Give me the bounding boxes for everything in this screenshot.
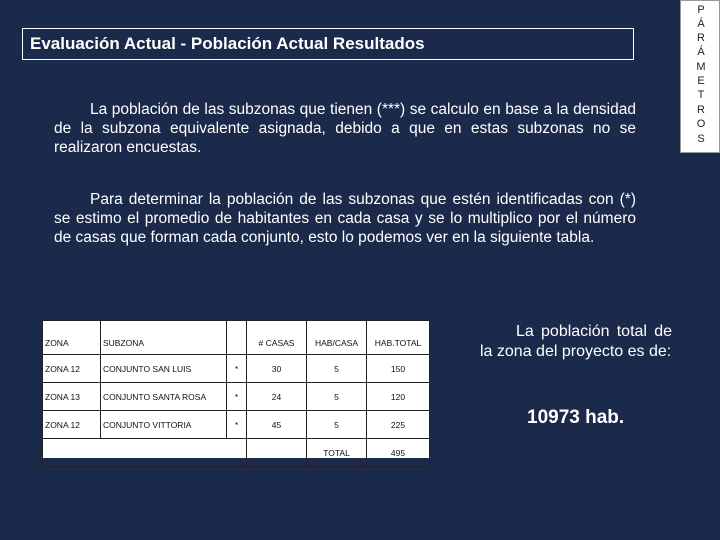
- side-letter: Á: [697, 46, 705, 58]
- summary-text: La población total de la zona del proyecto es de:: [480, 323, 672, 360]
- cell-subzona: CONJUNTO VITTORIA: [101, 411, 227, 439]
- cell-mark: *: [227, 383, 247, 411]
- summary-total: 10973 hab.: [527, 407, 625, 428]
- cell-hab-casa: 5: [307, 383, 367, 411]
- cell-casas: 45: [247, 411, 307, 439]
- cell-empty: [43, 439, 247, 467]
- cell-empty: [247, 439, 307, 467]
- header-hab-casa: HAB/CASA: [307, 321, 367, 355]
- table-row: [43, 383, 430, 411]
- table-row: [43, 411, 430, 439]
- cell-mark: *: [227, 355, 247, 383]
- side-letter: S: [697, 133, 705, 145]
- paragraph-density: La población de las subzonas que tienen (***) se calculo en base a la densidad de la subzona equivalente asignada, debido a que en estas subzonas no se realizaron encuestas.: [54, 101, 636, 156]
- header-casas: # CASAS: [247, 321, 307, 355]
- side-letter: O: [696, 118, 706, 130]
- cell-hab-total: 225: [367, 411, 430, 439]
- cell-subzona: CONJUNTO SANTA ROSA: [101, 383, 227, 411]
- header-zona: ZONA: [43, 321, 101, 355]
- header-hab-total: HAB.TOTAL: [367, 321, 430, 355]
- cell-zona: ZONA 12: [43, 411, 101, 439]
- header-mark: [227, 321, 247, 355]
- cell-casas: 30: [247, 355, 307, 383]
- cell-hab-casa: 5: [307, 355, 367, 383]
- total-value-cell: 495: [367, 439, 430, 467]
- cell-subzona: CONJUNTO SAN LUIS: [101, 355, 227, 383]
- cell-zona: ZONA 13: [43, 383, 101, 411]
- table-row: [43, 355, 430, 383]
- side-letter: T: [697, 89, 705, 101]
- table-total-row: [43, 439, 430, 467]
- population-table: [42, 320, 429, 458]
- side-label-panel: [680, 0, 720, 153]
- cell-zona: ZONA 12: [43, 355, 101, 383]
- total-label: TOTAL: [307, 439, 367, 467]
- side-letter: R: [697, 32, 705, 44]
- cell-mark: *: [227, 411, 247, 439]
- side-letter: M: [696, 61, 706, 73]
- paragraph-method: Para determinar la población de las subzonas que estén identificadas con (*) se estimo el promedio de habitantes en cada casa y se lo multiplico por el número de casas que forman cada conjunto, esto lo podemos ver en la siguiente tabla.: [54, 191, 636, 246]
- cell-hab-total: 120: [367, 383, 430, 411]
- page-title: Evaluación Actual - Población Actual Resultados: [30, 34, 425, 53]
- side-letter: R: [697, 104, 705, 116]
- side-letter: P: [697, 4, 705, 16]
- header-subzona: SUBZONA: [101, 321, 227, 355]
- side-letter: Á: [697, 18, 705, 30]
- cell-hab-casa: 5: [307, 411, 367, 439]
- cell-hab-total: 150: [367, 355, 430, 383]
- cell-casas: 24: [247, 383, 307, 411]
- title-box: [22, 28, 634, 60]
- side-letter: E: [697, 75, 705, 87]
- table-header-row: [43, 321, 430, 355]
